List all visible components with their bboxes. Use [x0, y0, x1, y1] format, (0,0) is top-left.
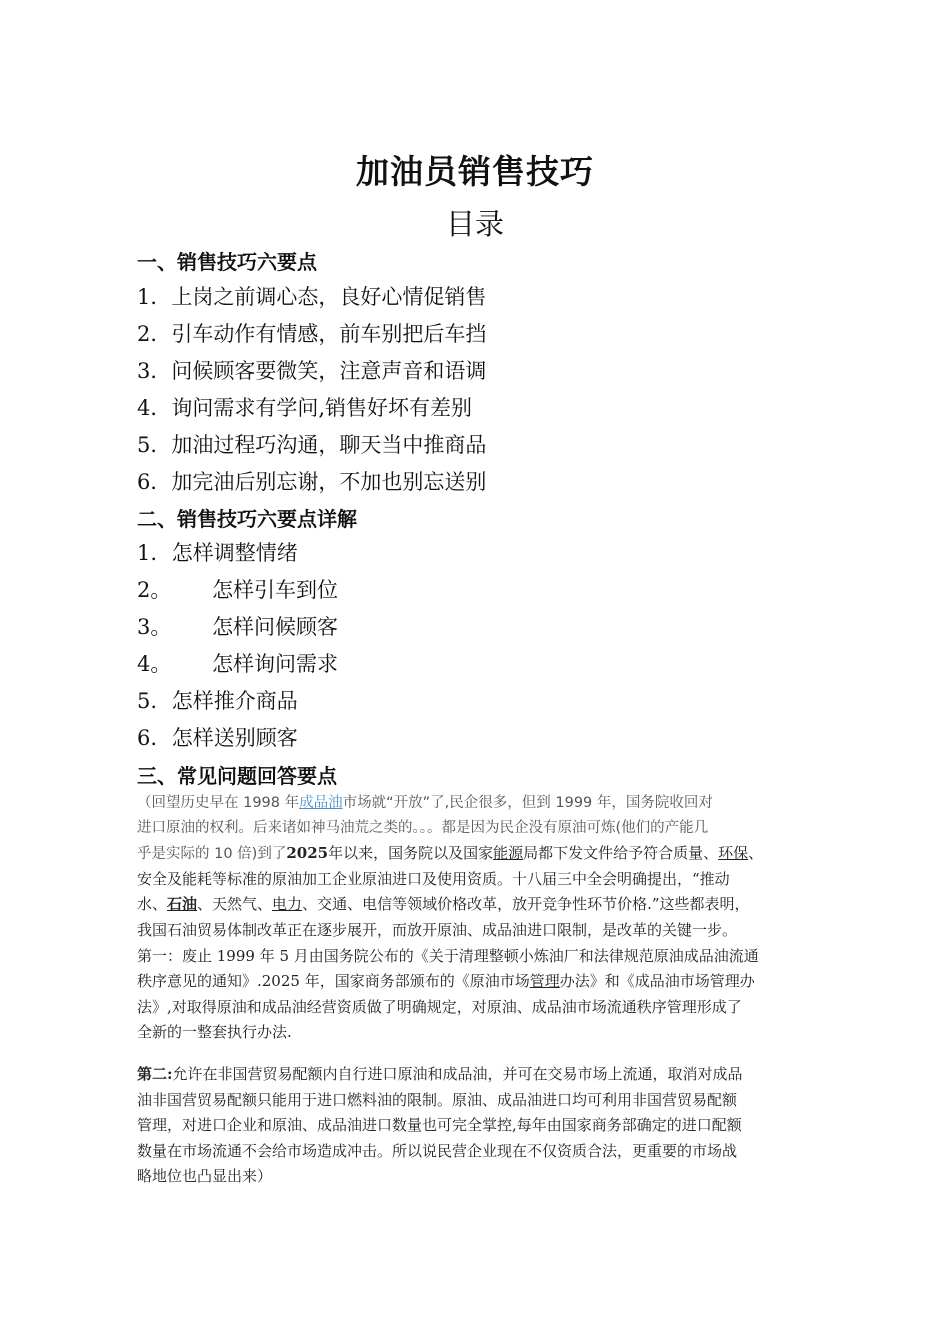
text-run: 、	[748, 844, 764, 863]
paragraph-line: 第一：废止 1999 年 5 月由国务院公布的《关于清理整顿小炼油厂和法律规范原油成品油流通	[137, 946, 759, 965]
paragraph-line: 安全及能耗等标准的原油加工企业原油进口及使用资质。十八届三中全会明确提出，“推动	[137, 869, 730, 888]
text-run-underlined: 管理	[529, 972, 560, 991]
section2-item-3	[137, 611, 338, 641]
text-run-bold: 2025	[286, 844, 329, 863]
section2-item-1	[137, 537, 298, 567]
text-run: 市场就“开放”了,民企很多，但到 1999 年，国务院收回对	[342, 795, 713, 811]
section2-item-num: 3。	[137, 615, 172, 639]
paragraph-line	[137, 969, 827, 995]
paragraph-line	[137, 892, 827, 918]
text-run: 乎是实际的 10 倍)到了	[137, 846, 287, 863]
text-run: 秩序意见的通知》.2025 年，国家商务部颁布的《原油市场	[137, 972, 530, 991]
text-run: 、天然气、	[197, 895, 273, 914]
text-run: 允许在非国营贸易配额内自行进口原油和成品油，并可在交易市场上流通，取消对成品	[172, 1065, 743, 1083]
section1-item-4: 4．询问需求有学问,销售好坏有差别	[137, 396, 473, 420]
section2-item-num: 4。	[137, 652, 172, 676]
section1-item-6: 6．加完油后别忘谢，不加也别忘送别	[137, 470, 487, 494]
paragraph-line: 数量在市场流通不会给市场造成冲击。所以说民营企业现在不仅资质合法，更重要的市场战	[137, 1141, 738, 1160]
link-chengpinyou[interactable]: 成品油	[299, 795, 343, 811]
section2-item-num: 1.	[137, 541, 158, 565]
paragraph-line: 管理，对进口企业和原油、成品油进口数量也可完全掌控,每年由国家商务部确定的进口配额	[137, 1116, 742, 1135]
section2-item-num: 6.	[137, 726, 158, 750]
paragraph-line: 全新的一整套执行办法.	[137, 1023, 292, 1042]
section1-item-5: 5．加油过程巧沟通，聊天当中推商品	[137, 433, 487, 457]
paragraph-line: 进口原油的权利。后来诸如神马油荒之类的。。。都是因为民企没有原油可炼(他们的产能几	[137, 819, 709, 836]
text-run: 局都下发文件给予符合质量、	[523, 844, 719, 863]
text-run-underlined: 环保	[718, 844, 749, 863]
paragraph-line	[137, 790, 827, 816]
section2-item-text: 怎样送别顾客	[171, 726, 298, 750]
section2-item-6	[137, 722, 298, 752]
section2-item-2	[137, 574, 338, 604]
paragraph-line: 略地位也凸显出来）	[137, 1167, 273, 1186]
section2-item-num: 5.	[137, 689, 158, 713]
text-run: 水、	[137, 895, 168, 914]
text-run-underlined: 电力	[272, 895, 303, 914]
section2-heading: 二、销售技巧六要点详解	[137, 507, 357, 531]
section1-heading: 一、销售技巧六要点	[137, 250, 317, 274]
section2-item-text: 怎样询问需求	[212, 652, 339, 676]
section2-item-5	[137, 685, 298, 715]
paragraph-line	[137, 841, 827, 867]
text-run: 、交通、电信等领域价格改革，放开竞争性环节价格.”这些都表明，	[302, 895, 750, 914]
text-run: 办法》和《成品油市场管理办	[559, 972, 755, 991]
section3-paragraph-2	[137, 1062, 827, 1190]
section1-item-1: 1．上岗之前调心态，良好心情促销售	[137, 285, 487, 309]
text-run: （回望历史早在 1998 年	[137, 795, 300, 811]
toc-label: 目录	[445, 207, 504, 241]
section2-item-num: 2。	[137, 578, 172, 602]
section3-heading: 三、常见问题回答要点	[137, 764, 337, 788]
paragraph-line: 油非国营贸易配额只能用于进口燃料油的限制。原油、成品油进口均可利用非国营贸易配额	[137, 1090, 738, 1109]
paragraph-line	[137, 1062, 827, 1088]
text-run-bold: 第二:	[137, 1065, 173, 1083]
section2-item-text: 怎样推介商品	[171, 689, 298, 713]
text-run: 年以来，国务院以及国家	[328, 844, 494, 863]
document-title: 加油员销售技巧	[356, 152, 594, 191]
paragraph-line: 法》,对取得原油和成品油经营资质做了明确规定，对原油、成品油市场流通秩序管理形成了	[137, 997, 742, 1016]
section3-paragraph-1	[137, 790, 827, 1046]
section2-item-text: 怎样调整情绪	[171, 541, 298, 565]
section2-item-4	[137, 648, 338, 678]
paragraph-line: 我国石油贸易体制改革正在逐步展开，而放开原油、成品油进口限制，是改革的关键一步。	[137, 920, 738, 939]
section1-item-2: 2．引车动作有情感，前车别把后车挡	[137, 322, 487, 346]
section1-item-3: 3．问候顾客要微笑，注意声音和语调	[137, 359, 487, 383]
section2-item-text: 怎样引车到位	[212, 578, 339, 602]
text-run-underlined: 能源	[493, 844, 524, 863]
text-run-underlined: 石油	[167, 895, 198, 914]
section2-item-text: 怎样问候顾客	[212, 615, 339, 639]
